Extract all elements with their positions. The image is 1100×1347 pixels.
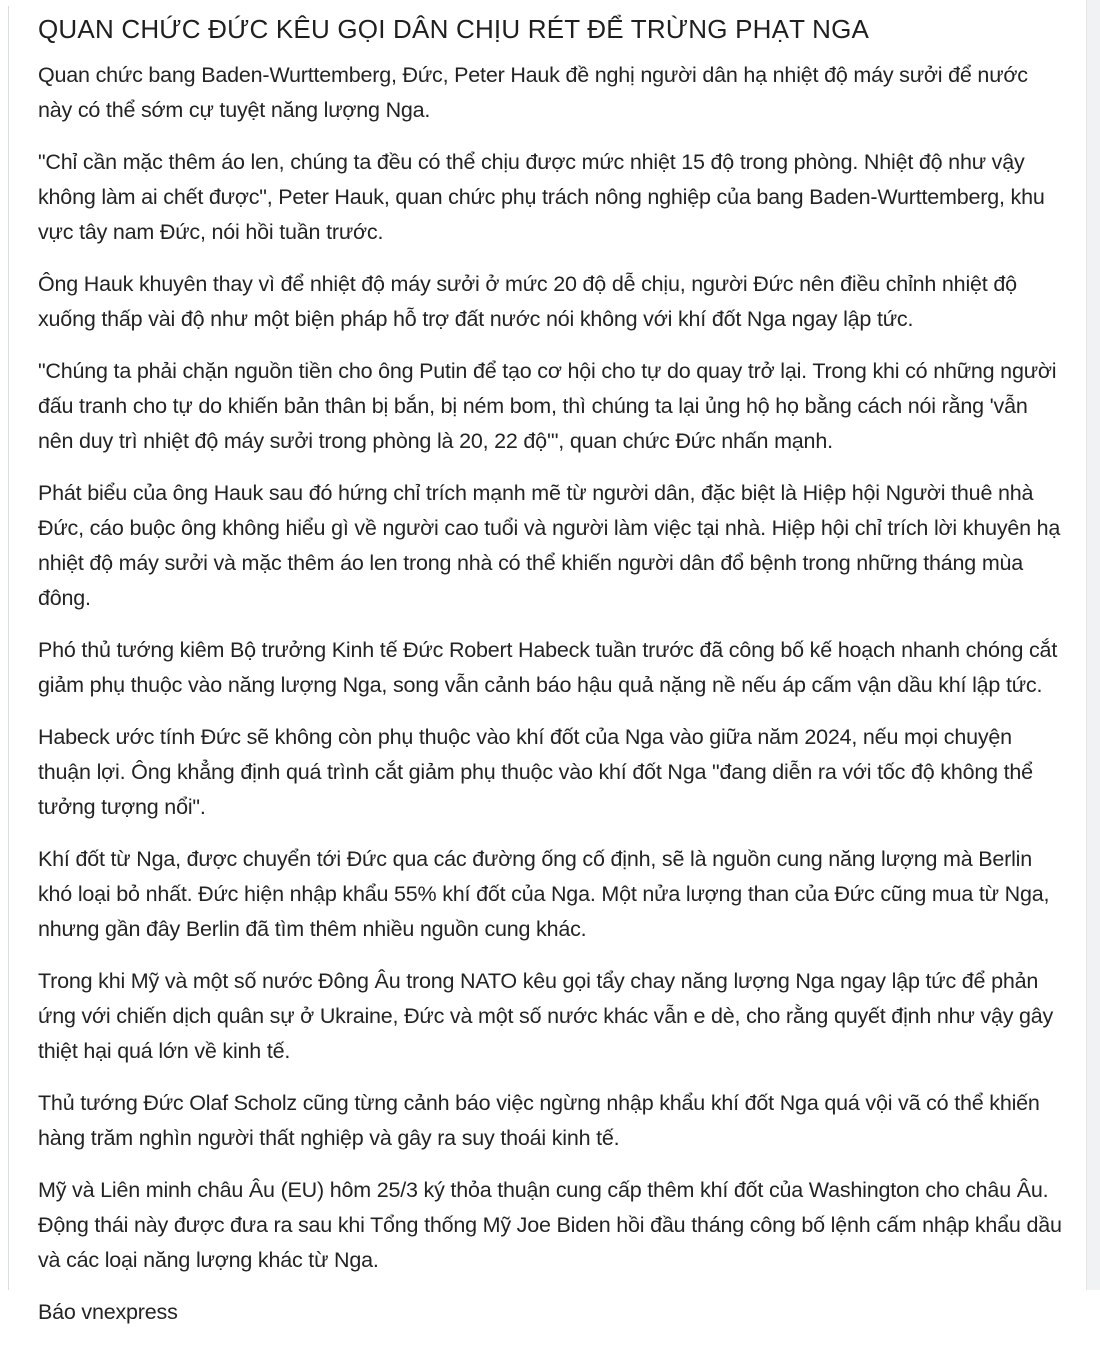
paragraph: Mỹ và Liên minh châu Âu (EU) hôm 25/3 ký thỏa thuận cung cấp thêm khí đốt của Washington cho châu Âu. Động thái này được đưa ra sau khi Tổng thống Mỹ Joe Biden hồi đầu tháng công bố lệnh cấm nhập khẩu dầu và các loại năng lượng khác từ Nga. xyxy=(38,1178,1062,1272)
paragraph: Thủ tướng Đức Olaf Scholz cũng từng cảnh báo việc ngừng nhập khẩu khí đốt Nga quá vội vã có thể khiến hàng trăm nghìn người thất nghiệp và gây ra suy thoái kinh tế. xyxy=(38,1091,1040,1150)
left-edge-divider xyxy=(8,6,9,1290)
article xyxy=(38,12,1066,1347)
scrollbar-track[interactable] xyxy=(1086,0,1100,1290)
paragraph: Trong khi Mỹ và một số nước Đông Âu trong NATO kêu gọi tẩy chay năng lượng Nga ngay lập tức để phản ứng với chiến dịch quân sự ở Ukraine, Đức và một số nước khác vẫn e dè, cho rằng quyết định như vậy gây thiệt hại quá lớn về kinh tế. xyxy=(38,969,1054,1063)
paragraph: Habeck ước tính Đức sẽ không còn phụ thuộc vào khí đốt của Nga vào giữa năm 2024, nếu mọi chuyện thuận lợi. Ông khẳng định quá trình cắt giảm phụ thuộc vào khí đốt Nga "đang diễn ra với tốc độ không thể tưởng tượng nổi". xyxy=(38,725,1033,819)
paragraph: Phó thủ tướng kiêm Bộ trưởng Kinh tế Đức Robert Habeck tuần trước đã công bố kế hoạch nhanh chóng cắt giảm phụ thuộc vào năng lượng Nga, song vẫn cảnh báo hậu quả nặng nề nếu áp cấm vận dầu khí lập tức. xyxy=(38,638,1058,697)
paragraph: "Chúng ta phải chặn nguồn tiền cho ông Putin để tạo cơ hội cho tự do quay trở lại. Trong khi có những người đấu tranh cho tự do khiến bản thân bị bắn, bị ném bom, thì chúng ta lại ủng hộ họ bằng cách nói rằng 'vẫn nên duy trì nhiệt độ máy sưởi trong phòng là 20, 22 độ'", quan chức Đức nhấn mạnh. xyxy=(38,359,1057,453)
paragraph: Phát biểu của ông Hauk sau đó hứng chỉ trích mạnh mẽ từ người dân, đặc biệt là Hiệp hội Người thuê nhà Đức, cáo buộc ông không hiểu gì về người cao tuổi và người làm việc tại nhà. Hiệp hội chỉ trích lời khuyên hạ nhiệt độ máy sưởi và mặc thêm áo len trong nhà có thể khiến người dân đổ bệnh trong những tháng mùa đông. xyxy=(38,481,1061,610)
paragraph: Quan chức bang Baden-Wurttemberg, Đức, Peter Hauk đề nghị người dân hạ nhiệt độ máy sưởi để nước này có thể sớm cự tuyệt năng lượng Nga. xyxy=(38,63,1028,122)
paragraph: Khí đốt từ Nga, được chuyển tới Đức qua các đường ống cố định, sẽ là nguồn cung năng lượng mà Berlin khó loại bỏ nhất. Đức hiện nhập khẩu 55% khí đốt của Nga. Một nửa lượng than của Đức cũng mua từ Nga, nhưng gần đây Berlin đã tìm thêm nhiều nguồn cung khác. xyxy=(38,847,1050,941)
paragraph: "Chỉ cần mặc thêm áo len, chúng ta đều có thể chịu được mức nhiệt 15 độ trong phòng. Nhiệt độ như vậy không làm ai chết được", Peter Hauk, quan chức phụ trách nông nghiệp của bang Baden-Wurttemberg, khu vực tây nam Đức, nói hồi tuần trước. xyxy=(38,150,1045,244)
article-title: QUAN CHỨC ĐỨC KÊU GỌI DÂN CHỊU RÉT ĐỂ TRỪNG PHẠT NGA xyxy=(38,14,870,44)
article-source: Báo vnexpress xyxy=(38,1300,178,1324)
paragraph: Ông Hauk khuyên thay vì để nhiệt độ máy sưởi ở mức 20 độ dễ chịu, người Đức nên điều chỉnh nhiệt độ xuống thấp vài độ như một biện pháp hỗ trợ đất nước nói không với khí đốt Nga ngay lập tức. xyxy=(38,272,1017,331)
article-body xyxy=(38,58,1066,1278)
